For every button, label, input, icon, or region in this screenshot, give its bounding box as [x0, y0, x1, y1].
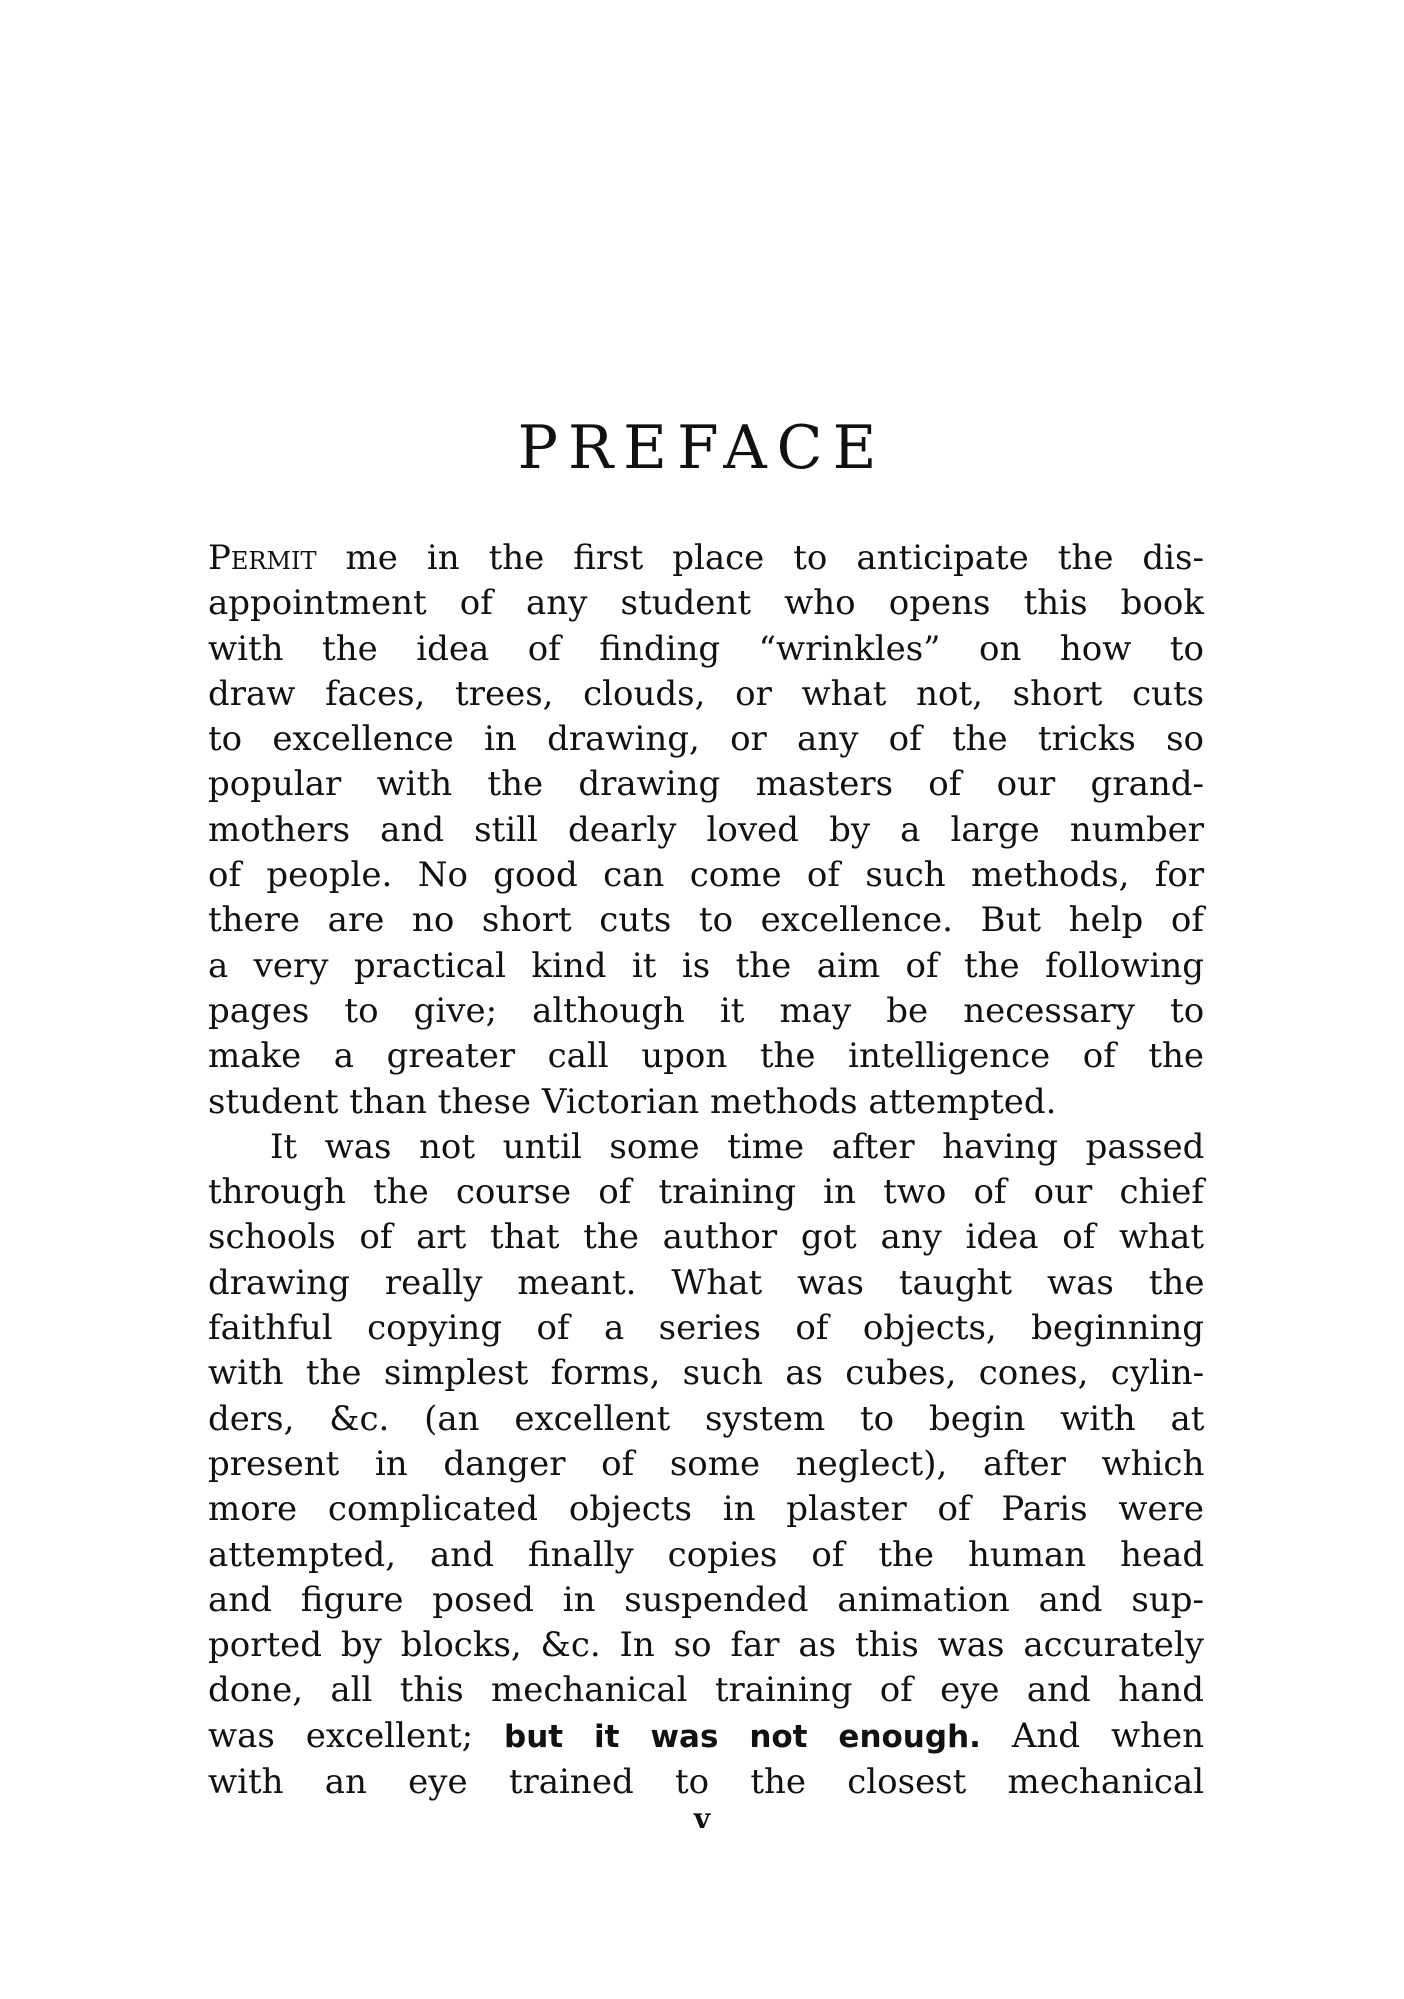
text-line: present in danger of some neglect), after which	[208, 1443, 1205, 1484]
text-line: through the course of training in two of our chief	[208, 1172, 1204, 1213]
paragraph-2	[208, 1125, 1204, 1805]
text-line: appointment of any student who opens this book	[208, 583, 1204, 624]
text-line: mothers and still dearly loved by a large number	[208, 809, 1204, 850]
page-title: PREFACE	[517, 413, 887, 483]
text-line	[208, 1714, 1204, 1760]
page-number: v	[693, 1802, 711, 1835]
lead-word: Permit	[208, 538, 317, 578]
text-line: and figure posed in suspended animation and sup-	[208, 1579, 1204, 1620]
text-line: there are no short cuts to excellence. But help of	[208, 900, 1204, 941]
text-line: of people. No good can come of such methods, for	[208, 855, 1205, 896]
text-line: a very practical kind it is the aim of the following	[208, 945, 1204, 986]
body-text	[208, 536, 1204, 1805]
text-line: draw faces, trees, clouds, or what not, short cuts	[208, 673, 1205, 714]
text-line: make a greater call upon the intelligence of the	[208, 1036, 1205, 1077]
text-line: pages to give; although it may be necessary to	[208, 990, 1205, 1031]
text-line: student than these Victorian methods attempted.	[208, 1081, 1057, 1122]
text-line: popular with the drawing masters of our grand-	[208, 764, 1204, 805]
text-line: with the idea of finding “wrinkles” on how to	[208, 628, 1204, 669]
paragraph-1	[208, 536, 1204, 1125]
emphasized-text: but it was not enough.	[504, 1718, 981, 1755]
text-line: ders, &c. (an excellent system to begin with at	[208, 1398, 1205, 1439]
line-text: was excellent;	[208, 1715, 505, 1756]
text-line: with the simplest forms, such as cubes, cones, cylin-	[208, 1353, 1205, 1394]
text-line: It was not until some time after having passed	[270, 1126, 1205, 1167]
text-line: more complicated objects in plaster of Paris were	[208, 1489, 1204, 1530]
line-text: And when	[980, 1715, 1205, 1756]
text-line: attempted, and finally copies of the human head	[208, 1534, 1205, 1575]
text-line: to excellence in drawing, or any of the tricks so	[208, 719, 1204, 760]
text-line: ported by blocks, &c. In so far as this was accurately	[208, 1625, 1204, 1666]
text-line: drawing really meant. What was taught was the	[208, 1262, 1205, 1303]
line-text: me in the first place to anticipate the dis-	[316, 538, 1204, 578]
text-line: with an eye trained to the closest mechanical	[208, 1762, 1205, 1803]
text-line: schools of art that the author got any idea of what	[208, 1217, 1204, 1258]
text-line: done, all this mechanical training of eye and hand	[208, 1670, 1204, 1711]
text-line	[208, 536, 1204, 581]
text-line: faithful copying of a series of objects, beginning	[208, 1308, 1204, 1349]
